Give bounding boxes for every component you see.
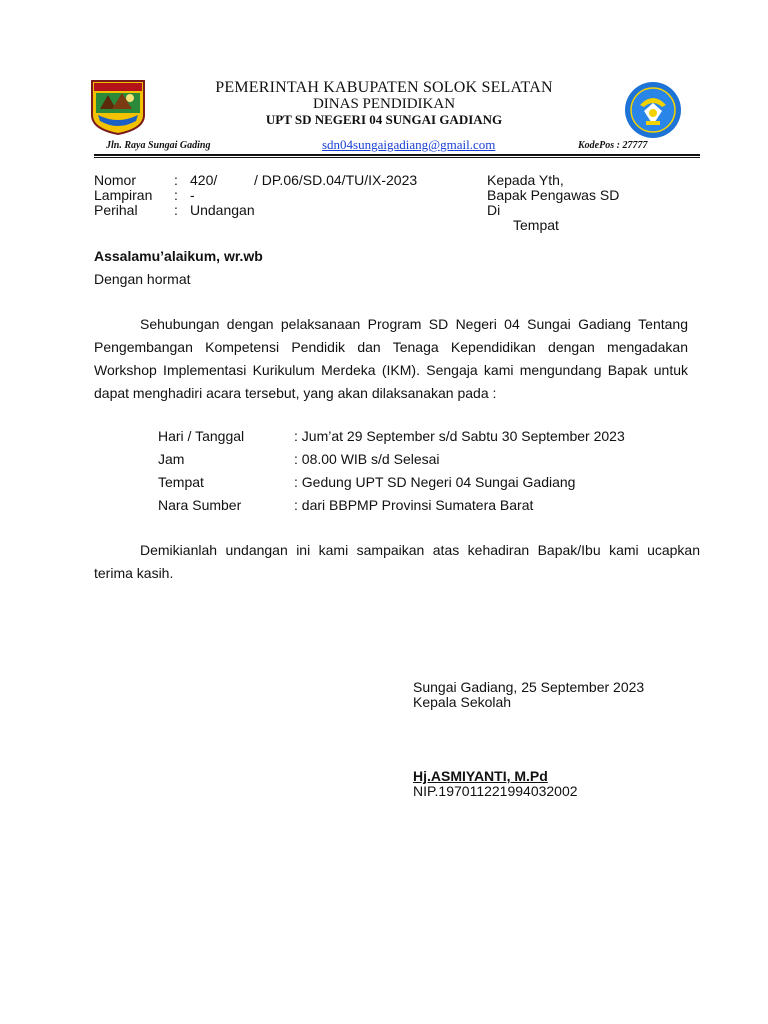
body-paragraph-1-text: Sehubungan dengan pelaksanaan Program SD Negeri 04 Sungai Gadiang Tentang Pengembangan Kompetensi Pendidik dan Tenaga Kependidikan dengan mengadakan Workshop Implementasi Kurikulum Merdeka (IKM). Sengaja kami mengundang Bapak untuk dapat menghadiri acara tersebut, yang akan dilaksanakan pada :	[94, 316, 688, 401]
letterhead-school: UPT SD NEGERI 04 SUNGAI GADIANG	[265, 112, 503, 127]
letterhead-divider-thin	[94, 157, 700, 158]
lampiran-value: -	[190, 187, 195, 203]
lampiran-label: Lampiran	[94, 187, 153, 203]
recipient-line-4: Tempat	[513, 217, 559, 233]
letterhead-address: Jln. Raya Sungai Gading	[106, 140, 211, 151]
letterhead-email-link[interactable]: sdn04sungaigadiang@gmail.com	[322, 137, 496, 152]
nomor-colon: :	[174, 172, 178, 188]
detail-value-place: : Gedung UPT SD Negeri 04 Sungai Gadiang	[294, 474, 576, 490]
detail-value-date: : Jum’at 29 September s/d Sabtu 30 September 2023	[294, 428, 625, 444]
perihal-value: Undangan	[190, 202, 255, 218]
perihal-label: Perihal	[94, 202, 138, 218]
nomor-label: Nomor	[94, 172, 137, 188]
detail-label-speaker: Nara Sumber	[158, 497, 242, 513]
letterhead-government: PEMERINTAH KABUPATEN SOLOK SELATAN	[215, 79, 553, 96]
recipient-line-3: Di	[487, 202, 501, 218]
recipient-line-2: Bapak Pengawas SD	[487, 187, 620, 203]
nomor-code: / DP.06/SD.04/TU/IX-2023	[254, 172, 418, 188]
salutation: Dengan hormat	[94, 271, 191, 287]
recipient-line-1: Kepada Yth,	[487, 172, 564, 188]
letterhead-postcode: KodePos : 27777	[578, 140, 648, 151]
detail-label-place: Tempat	[158, 474, 204, 490]
detail-label-date: Hari / Tanggal	[158, 428, 245, 444]
body-paragraph-1	[94, 313, 688, 405]
greeting: Assalamu’alaikum, wr.wb	[94, 248, 263, 264]
detail-value-speaker: : dari BBPMP Provinsi Sumatera Barat	[294, 497, 534, 513]
nomor-value: 420/	[190, 172, 218, 188]
detail-label-time: Jam	[158, 451, 185, 467]
letterhead-department: DINAS PENDIDIKAN	[312, 96, 456, 112]
letterhead-divider	[94, 154, 700, 156]
detail-value-time: : 08.00 WIB s/d Selesai	[294, 451, 440, 467]
body-paragraph-2	[94, 539, 700, 585]
lampiran-colon: :	[174, 187, 178, 203]
signature-nip: NIP.197011221994032002	[413, 783, 578, 799]
signature-place-date: Sungai Gadiang, 25 September 2023	[413, 679, 645, 695]
signature-name: Hj.ASMIYANTI, M.Pd	[413, 768, 548, 784]
body-paragraph-2-text: Demikianlah undangan ini kami sampaikan atas kehadiran Bapak/Ibu kami ucapkan terima kasih.	[94, 542, 700, 581]
signature-position: Kepala Sekolah	[413, 694, 512, 710]
perihal-colon: :	[174, 202, 178, 218]
